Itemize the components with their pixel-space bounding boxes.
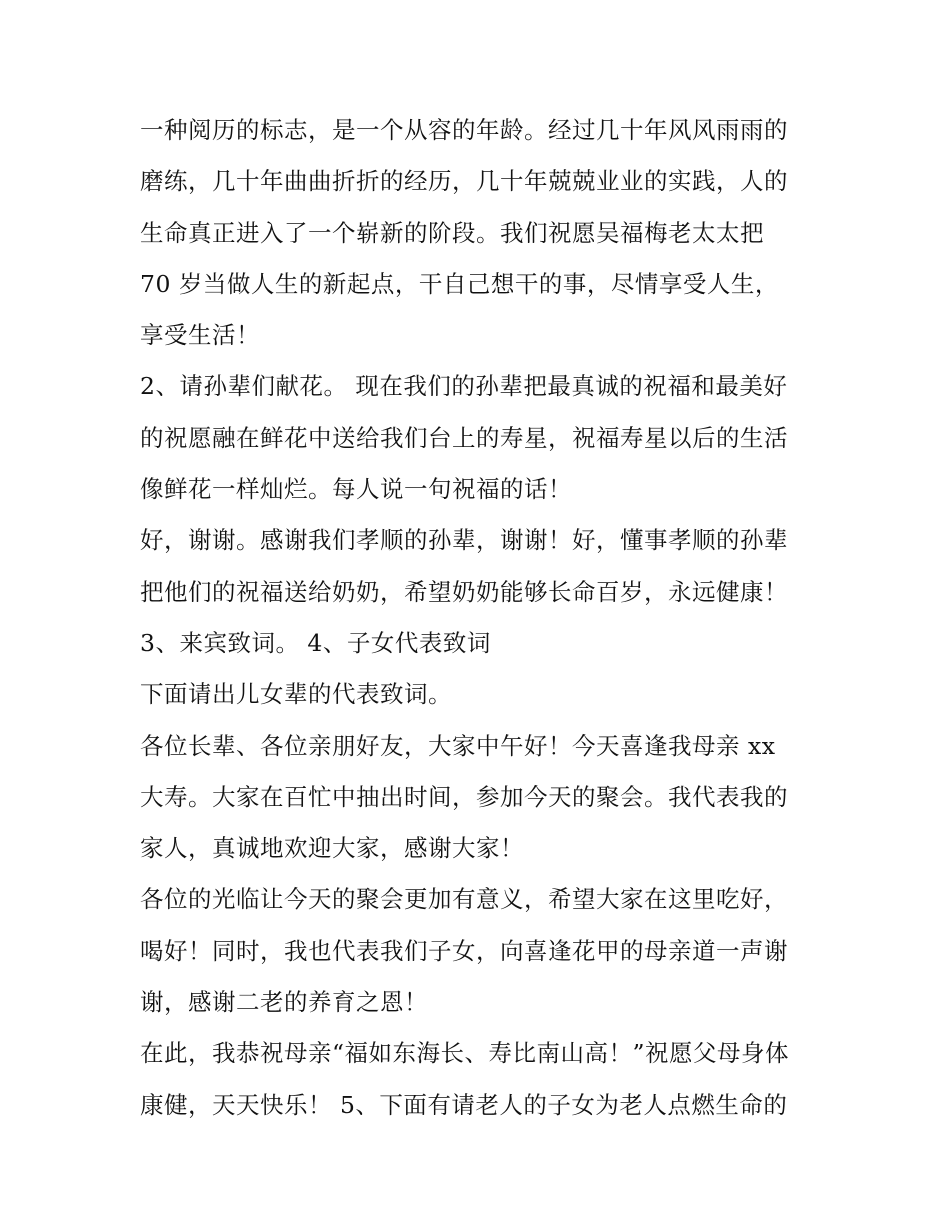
text-line: 3、来宾致词。 4、子女代表致词	[140, 628, 491, 657]
text-line: 享受生活！	[140, 321, 260, 350]
text-line: 像鲜花一样灿烂。每人说一句祝福的话！	[140, 475, 572, 504]
text-line: 各位长辈、各位亲朋好友，大家中午好！今天喜逢我母亲 xx	[140, 731, 776, 760]
text-line: 在此，我恭祝母亲“福如东海长、寿比南山高！”祝愿父母身体	[140, 1039, 790, 1068]
text-line: 把他们的祝福送给奶奶，希望奶奶能够长命百岁，永远健康！	[140, 577, 788, 606]
text-line: 康健，天天快乐！ 5、下面有请老人的子女为老人点燃生命的	[140, 1090, 788, 1119]
text-line: 的祝愿融在鲜花中送给我们台上的寿星，祝福寿星以后的生活	[140, 423, 788, 452]
text-line: 各位的光临让今天的聚会更加有意义，希望大家在这里吃好，	[140, 885, 788, 914]
text-line: 下面请出儿女辈的代表致词。	[140, 680, 452, 709]
text-line: 家人，真诚地欢迎大家，感谢大家！	[140, 834, 524, 863]
text-line: 磨练，几十年曲曲折折的经历，几十年兢兢业业的实践，人的	[140, 167, 788, 196]
text-line: 生命真正进入了一个崭新的阶段。我们祝愿吴福梅老太太把	[140, 218, 764, 247]
text-line: 2、请孙辈们献花。 现在我们的孙辈把最真诚的祝福和最美好	[140, 372, 788, 401]
text-line: 谢，感谢二老的养育之恩！	[140, 988, 428, 1017]
text-line: 大寿。大家在百忙中抽出时间，参加今天的聚会。我代表我的	[140, 782, 788, 811]
text-line: 一种阅历的标志，是一个从容的年龄。经过几十年风风雨雨的	[140, 116, 788, 144]
text-line: 喝好！同时，我也代表我们子女，向喜逢花甲的母亲道一声谢	[140, 936, 788, 965]
text-line: 好，谢谢。感谢我们孝顺的孙辈，谢谢！好，懂事孝顺的孙辈	[140, 526, 788, 555]
text-line: 70 岁当做人生的新起点，干自己想干的事，尽情享受人生，	[140, 269, 779, 298]
document-body	[140, 105, 820, 1131]
